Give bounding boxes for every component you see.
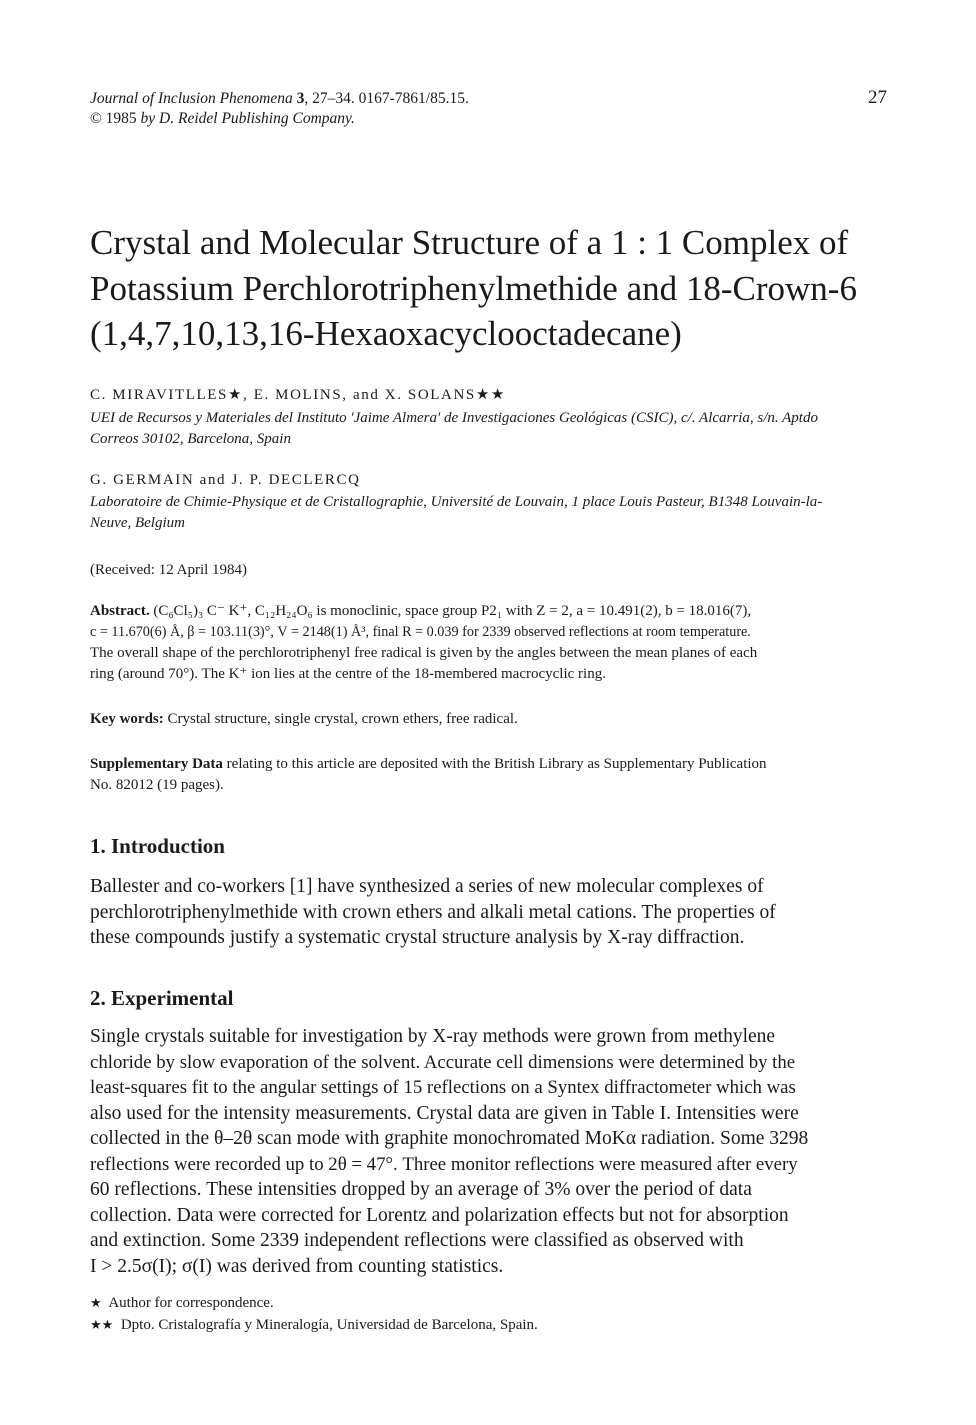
affiliation-line: Correos 30102, Barcelona, Spain xyxy=(90,431,291,447)
copyright-year: 1985 xyxy=(105,110,137,127)
footnote-text: Author for correspondence. xyxy=(108,1295,274,1311)
supplementary-data xyxy=(90,754,885,796)
paragraph-line: reflections were recorded up to 2θ = 47°. Three monitor reflections were measured after every xyxy=(90,1153,798,1175)
paragraph-line: I > 2.5σ(I); σ(I) was derived from counting statistics. xyxy=(90,1255,504,1277)
supplementary-text: relating to this article are deposited with the British Library as Supplementary Publication xyxy=(226,756,767,772)
affiliation-line: Neuve, Belgium xyxy=(90,515,185,531)
abstract xyxy=(90,601,885,685)
footnote-star-mark: ★ xyxy=(90,1295,102,1310)
abstract-line: c = 11.670(6) Å, β = 103.11(3)°, V = 2148(1) Å³, final R = 0.039 for 2339 observed reflections at room temperature. xyxy=(90,624,751,640)
abstract-line: The overall shape of the perchlorotriphenyl free radical is given by the angles between the mean planes of each xyxy=(90,645,758,661)
paragraph-line: 60 reflections. These intensities dropped by an average of 3% over the period of data xyxy=(90,1179,752,1200)
journal-volume: 3 xyxy=(296,90,305,107)
abstract-text: (C₆Cl₅)₃ C⁻ K⁺, C₁₂H₂₄O₆ is monoclinic, space group P2₁ with Z = 2, a = 10.491(2), b = 18.016(7), xyxy=(153,603,752,619)
paragraph-line: perchlorotriphenylmethide with crown ethers and alkali metal cations. The properties of xyxy=(90,901,776,923)
paragraph-line: and extinction. Some 2339 independent reflections were classified as observed with xyxy=(90,1230,744,1251)
keywords-text: Crystal structure, single crystal, crown ethers, free radical. xyxy=(167,711,518,727)
author-list-2: G. GERMAIN and J. P. DECLERCQ xyxy=(90,472,361,488)
supplementary-line: No. 82012 (19 pages). xyxy=(90,777,224,793)
abstract-label: Abstract. xyxy=(90,603,150,619)
paragraph-line: also used for the intensity measurements. Crystal data are given in Table I. Intensities were xyxy=(90,1102,799,1124)
section-heading-experimental: 2. Experimental xyxy=(90,986,234,1010)
supplementary-line xyxy=(90,754,885,775)
introduction-paragraph xyxy=(90,874,885,951)
title-line: Crystal and Molecular Structure of a 1 : 1 Complex of xyxy=(90,223,849,262)
journal-name: Journal of Inclusion Phenomena xyxy=(90,90,293,107)
paragraph-line: Ballester and co-workers [1] have synthesized a series of new molecular complexes of xyxy=(90,876,764,897)
supplementary-label: Supplementary Data xyxy=(90,756,223,772)
title-line: Potassium Perchlorotriphenylmethide and 18-Crown-6 xyxy=(90,268,857,308)
footnote-1 xyxy=(90,1295,274,1312)
paragraph-line: least-squares fit to the angular settings of 15 reflections on a Syntex diffractometer which was xyxy=(90,1077,796,1098)
experimental-paragraph xyxy=(90,1024,885,1279)
paragraph-line: these compounds justify a systematic crystal structure analysis by X-ray diffraction. xyxy=(90,927,745,948)
footnote-star-mark: ★★ xyxy=(90,1317,114,1332)
affiliation-1 xyxy=(90,408,890,450)
keywords-label: Key words: xyxy=(90,711,164,727)
affiliation-line: Laboratoire de Chimie-Physique et de Cristallographie, Université de Louvain, 1 place Louis Pasteur, B1348 Louvain-la- xyxy=(90,494,823,510)
copyright-symbol: © xyxy=(90,110,102,127)
footnote-2 xyxy=(90,1317,538,1334)
copyright-line xyxy=(90,109,790,129)
paragraph-line: Single crystals suitable for investigation by X-ray methods were grown from methylene xyxy=(90,1026,776,1047)
paragraph-line: chloride by slow evaporation of the solvent. Accurate cell dimensions were determined by the xyxy=(90,1051,796,1073)
abstract-line xyxy=(90,601,885,622)
title-line: (1,4,7,10,13,16-Hexaoxacyclooctadecane) xyxy=(90,314,682,353)
journal-pages-issn: , 27–34. 0167-7861/85.15. xyxy=(304,90,469,107)
paragraph-line: collected in the θ–2θ scan mode with graphite monochromated MoKα radiation. Some 3298 xyxy=(90,1128,809,1149)
affiliation-2 xyxy=(90,492,890,534)
received-date: (Received: 12 April 1984) xyxy=(90,562,248,578)
journal-citation xyxy=(90,89,790,129)
author-list-1: C. MIRAVITLLES★, E. MOLINS, and X. SOLANS★★ xyxy=(90,387,506,403)
footnote-text: Dpto. Cristalografía y Mineralogía, Universidad de Barcelona, Spain. xyxy=(120,1317,538,1333)
affiliation-line: UEI de Recursos y Materiales del Instituto 'Jaime Almera' de Investigaciones Geológicas (CSIC), c/. Alcarria, s/n. Aptdo xyxy=(90,410,818,426)
page-number: 27 xyxy=(868,87,887,108)
article-title xyxy=(90,220,890,357)
keywords xyxy=(90,711,885,728)
paragraph-line: collection. Data were corrected for Lorentz and polarization effects but not for absorption xyxy=(90,1204,789,1226)
journal-line xyxy=(90,89,790,109)
publisher: by D. Reidel Publishing Company. xyxy=(140,110,355,127)
abstract-line: ring (around 70°). The K⁺ ion lies at the centre of the 18-membered macrocyclic ring. xyxy=(90,666,606,682)
section-heading-introduction: 1. Introduction xyxy=(90,834,225,858)
